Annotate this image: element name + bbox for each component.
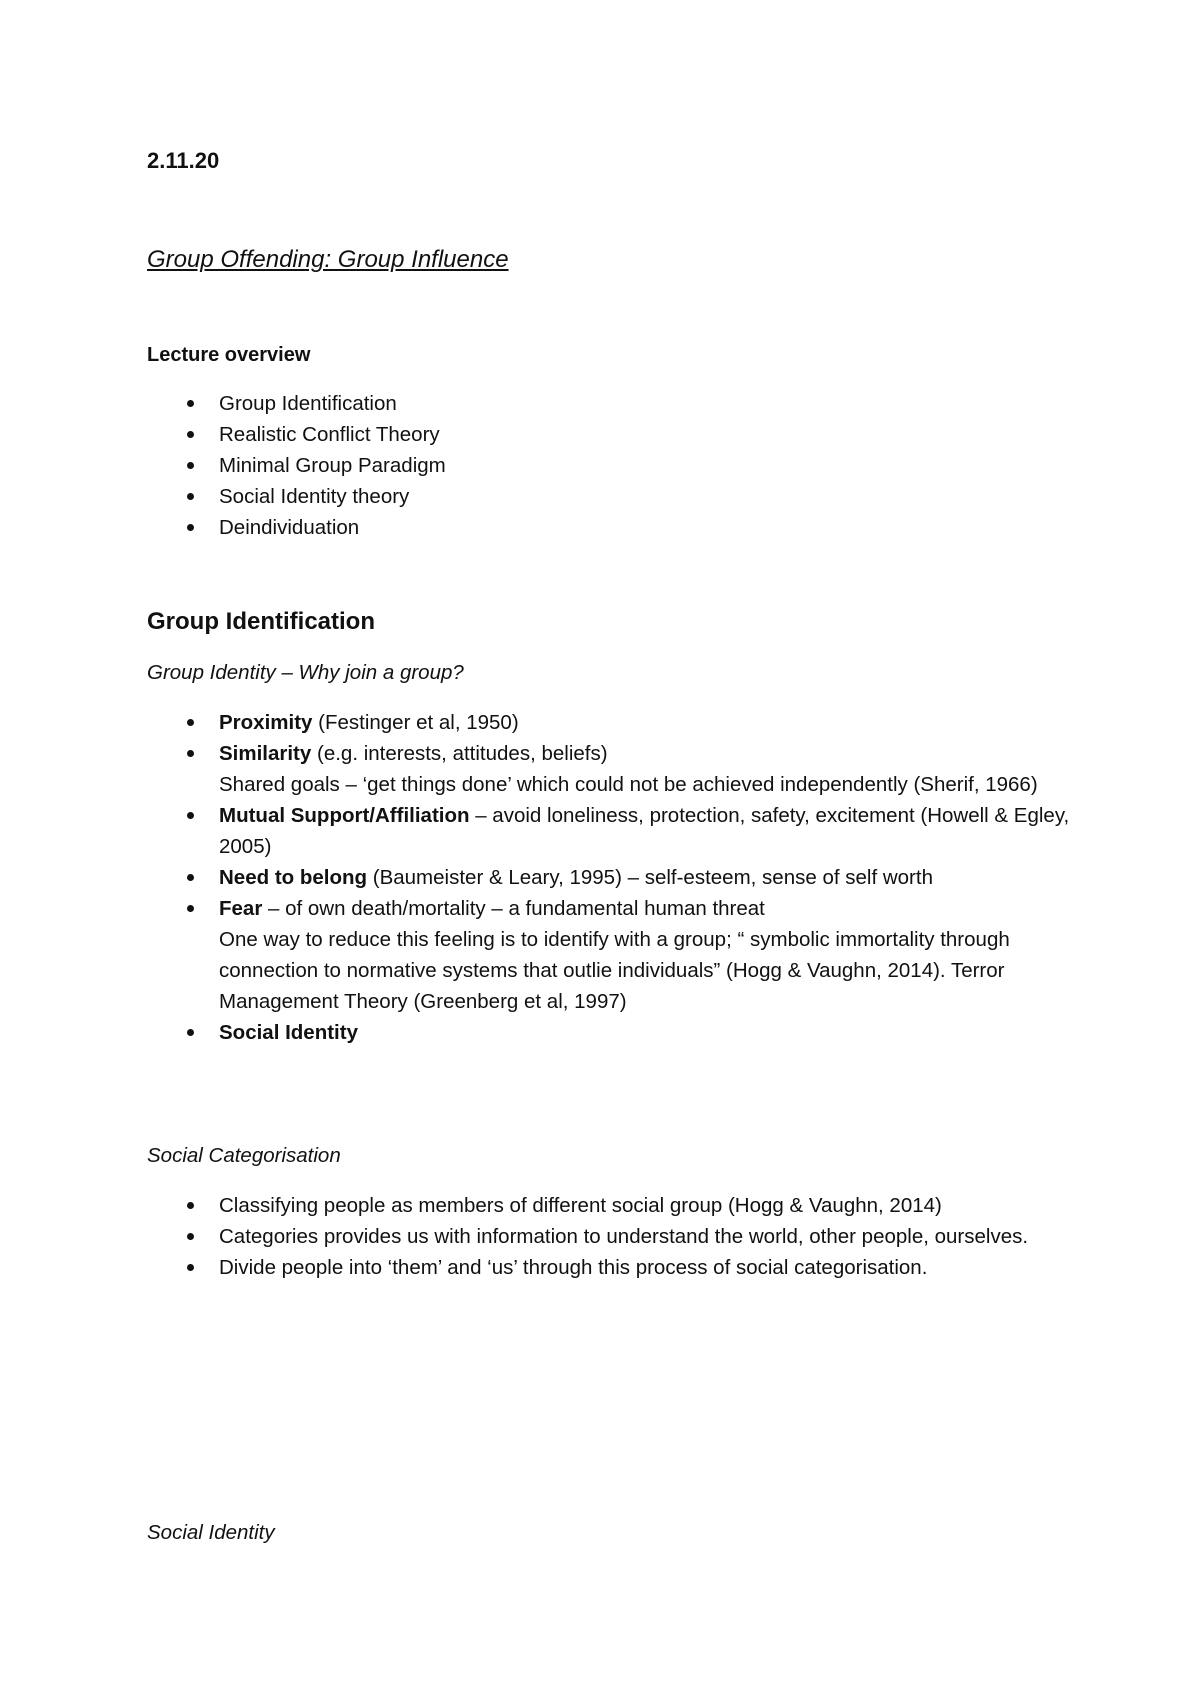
item-term: Similarity [219, 742, 312, 765]
list-item: Group Identification [147, 388, 1080, 419]
list-item: Categories provides us with information to understand the world, other people, ourselves. [147, 1221, 1080, 1252]
list-item [147, 707, 1080, 738]
list-item: Social Identity theory [147, 481, 1080, 512]
list-item [147, 738, 1080, 800]
list-item [147, 893, 1080, 1017]
overview-heading: Lecture overview [147, 344, 311, 366]
list-item: Deindividuation [147, 512, 1080, 543]
list-item: Divide people into ‘them’ and ‘us’ through this process of social categorisation. [147, 1252, 1080, 1283]
item-text: (Baumeister & Leary, 1995) – self-esteem, sense of self worth [367, 866, 933, 889]
item-text: – of own death/mortality – a fundamental human threat [262, 897, 765, 920]
item-text: (Festinger et al, 1950) [312, 711, 519, 734]
subheading-social-categorisation: Social Categorisation [147, 1144, 341, 1167]
section-heading: Group Identification [147, 608, 375, 635]
overview-list [147, 388, 1080, 543]
item-term: Need to belong [219, 866, 368, 889]
categorisation-list [147, 1190, 1080, 1283]
item-text: – avoid loneliness, protection, safety, excitement (Howell & Egley, 2005) [219, 804, 1070, 858]
list-item [147, 1017, 1080, 1048]
item-text: (e.g. interests, attitudes, beliefs) [311, 742, 608, 765]
why-join-list [147, 707, 1080, 1048]
subheading-group-identity: Group Identity – Why join a group? [147, 661, 464, 684]
list-item: Realistic Conflict Theory [147, 419, 1080, 450]
item-term: Mutual Support/Affiliation [219, 804, 470, 827]
list-item [147, 800, 1080, 862]
list-item: Minimal Group Paradigm [147, 450, 1080, 481]
page-title: Group Offending: Group Influence [147, 246, 509, 273]
list-item: Classifying people as members of different social group (Hogg & Vaughn, 2014) [147, 1190, 1080, 1221]
item-term: Fear [219, 897, 263, 920]
item-term: Social Identity [219, 1021, 358, 1044]
item-term: Proximity [219, 711, 313, 734]
subheading-social-identity: Social Identity [147, 1521, 275, 1544]
list-item [147, 862, 1080, 893]
item-detail: Shared goals – ‘get things done’ which could not be achieved independently (Sherif, 1966) [219, 773, 1038, 796]
lecture-date: 2.11.20 [147, 148, 220, 173]
item-detail: One way to reduce this feeling is to identify with a group; “ symbolic immortality through connection to normative systems that outlie individuals” (Hogg & Vaughn, 2014). Terror Management Theory (Greenberg et al, 1997) [219, 928, 1010, 1013]
